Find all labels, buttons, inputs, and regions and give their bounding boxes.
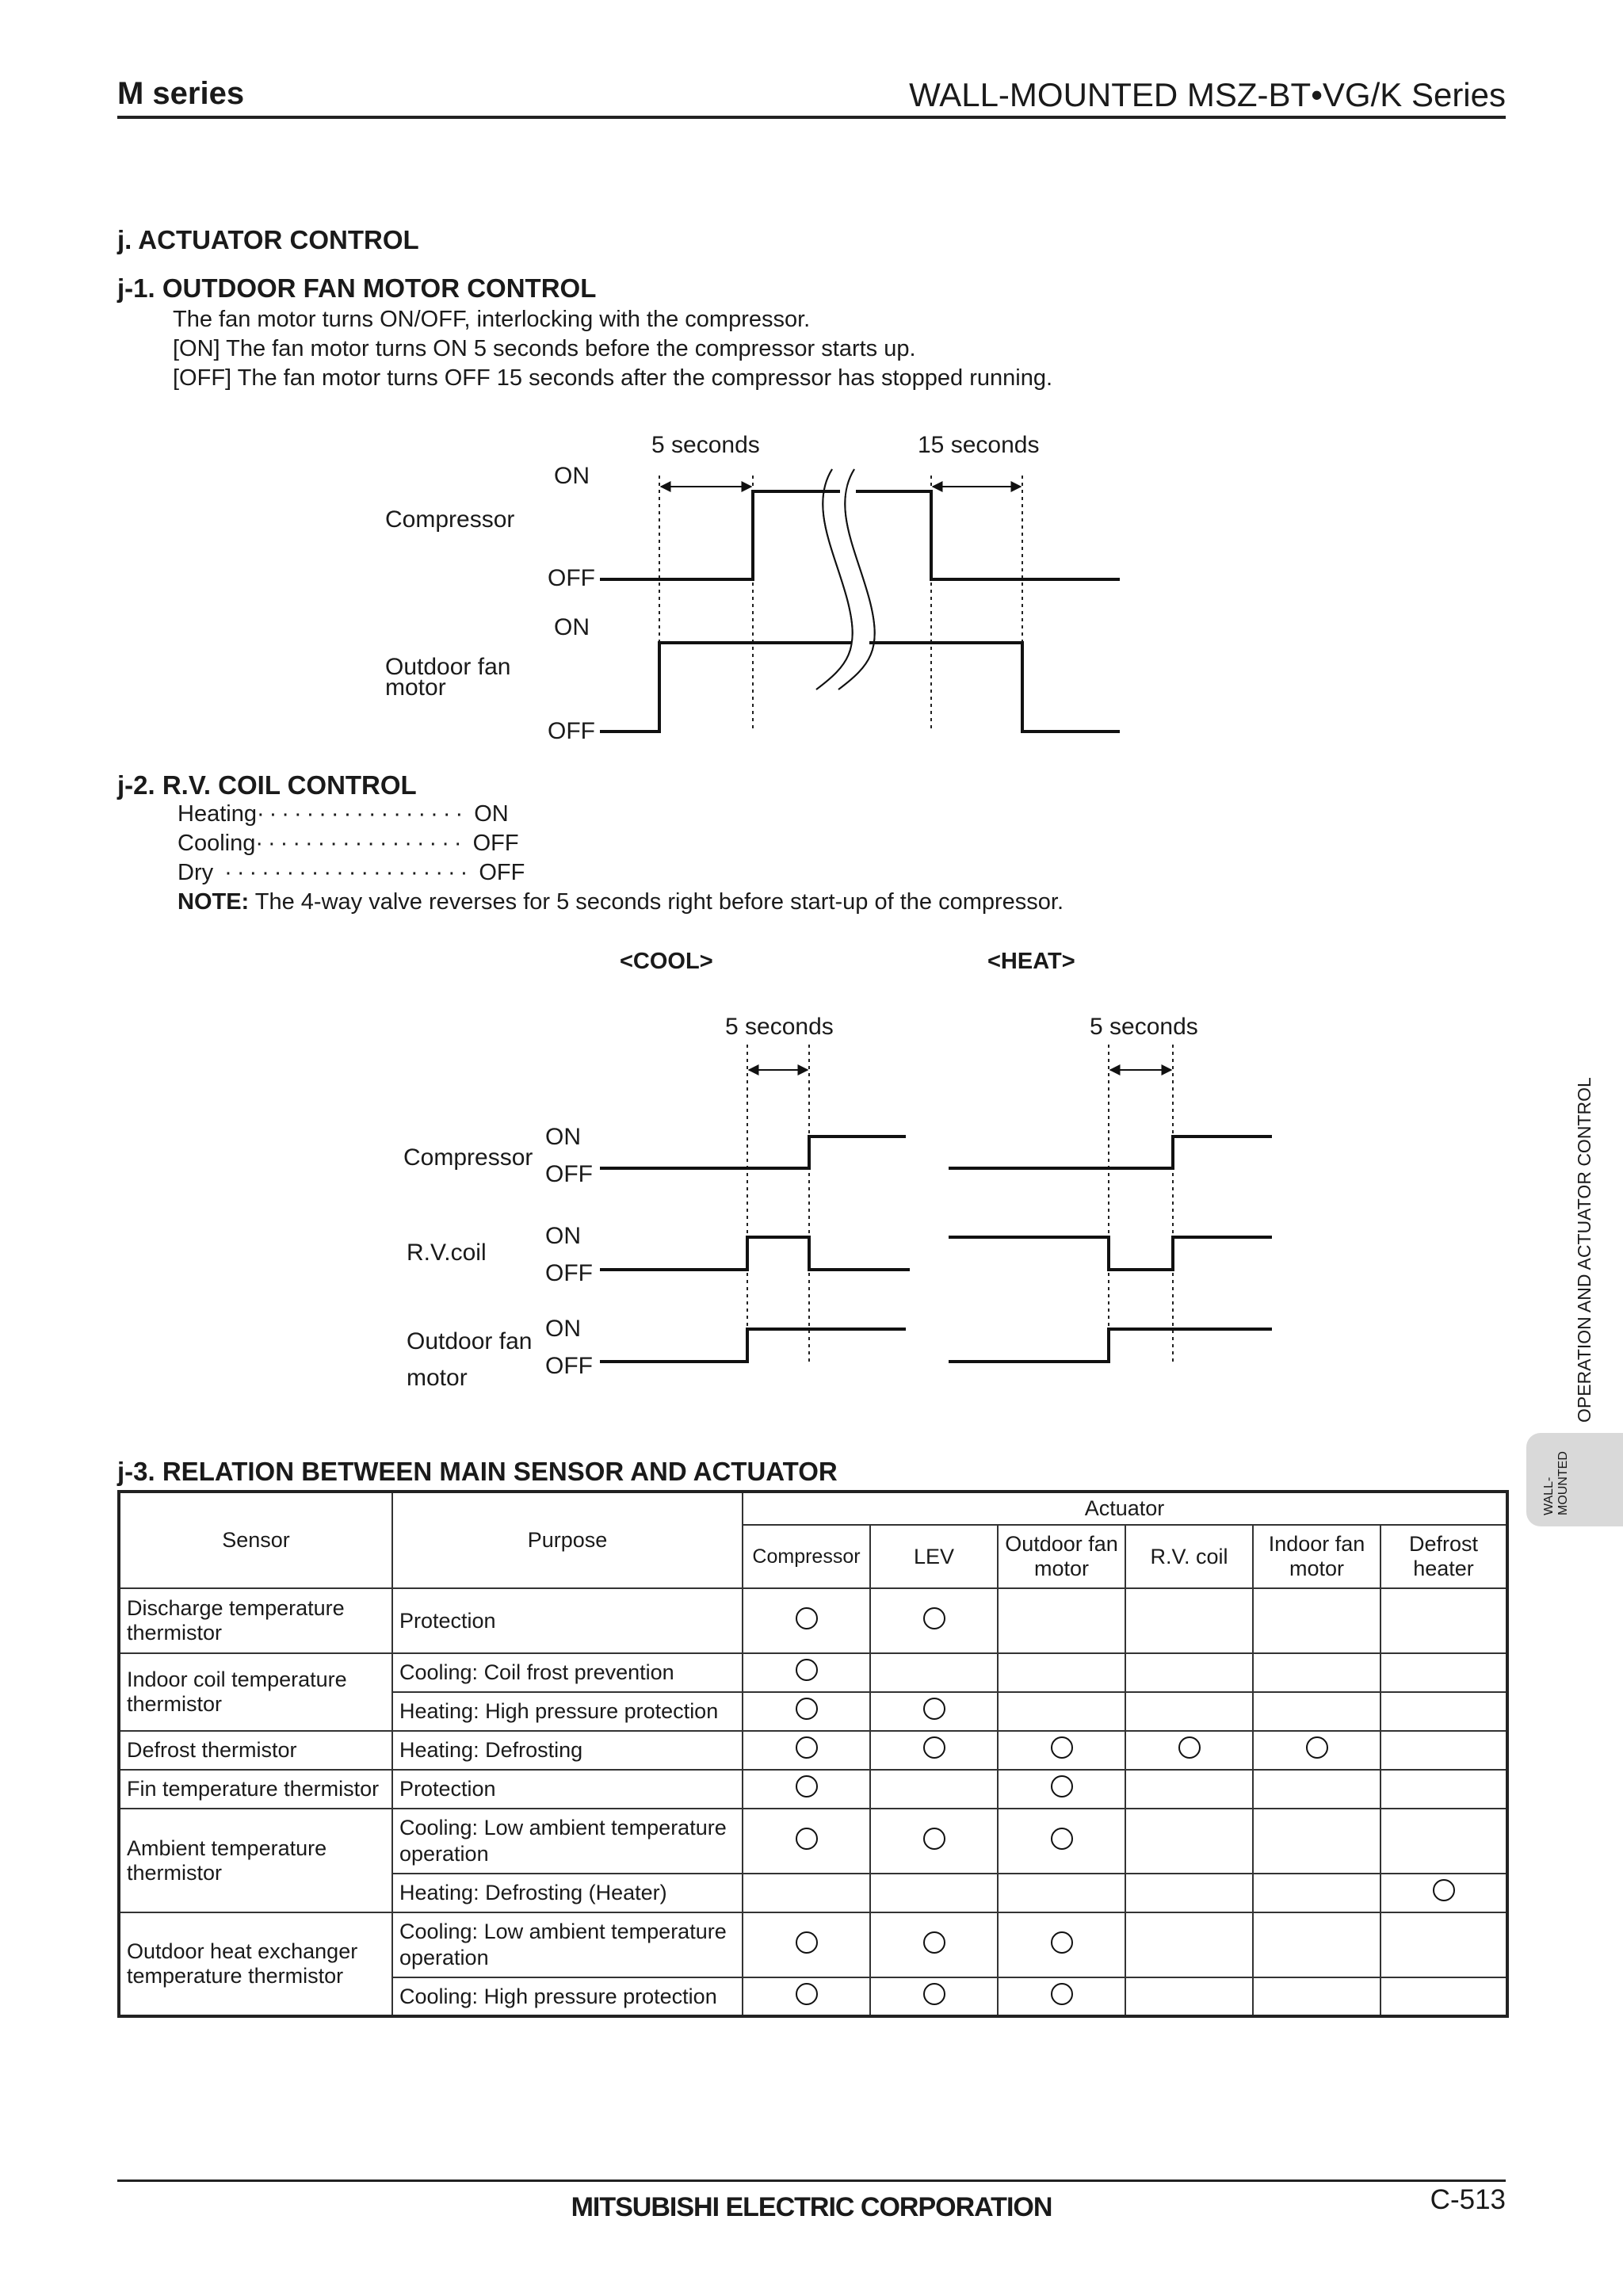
relation-cell [743,1731,870,1770]
circle-mark-icon [923,1698,945,1720]
actuator-col-header: Defrost heater [1381,1525,1507,1588]
actuator-col-header: LEV [870,1525,998,1588]
relation-cell [743,1588,870,1653]
relation-cell [1253,1653,1381,1692]
interval-label: 5 seconds [1090,1014,1198,1040]
circle-mark-icon [1051,1775,1073,1797]
rvcoil-label: R.V.coil [407,1240,487,1266]
relation-cell [998,1977,1125,2016]
relation-cell [998,1692,1125,1731]
circle-mark-icon [1178,1736,1201,1759]
purpose-cell: Cooling: Low ambient temperature operation [392,1912,743,1977]
relation-cell [743,1653,870,1692]
table-row [119,1770,1507,1809]
relation-cell [1125,1731,1253,1770]
relation-cell [870,1809,998,1874]
cool-compressor-waveform [600,1137,906,1168]
relation-cell [743,1977,870,2016]
relation-cell [1253,1874,1381,1912]
on-label: ON [545,1316,581,1342]
relation-cell [1253,1977,1381,2016]
relation-cell [870,1653,998,1692]
corporation-name: MITSUBISHI ELECTRIC CORPORATION [571,2192,1052,2222]
relation-cell [1253,1770,1381,1809]
purpose-cell: Cooling: Coil frost prevention [392,1653,743,1692]
heat-compressor-waveform [949,1137,1272,1168]
heat-fan-waveform [949,1329,1272,1362]
circle-mark-icon [1051,1828,1073,1850]
off-label: OFF [545,1353,593,1379]
relation-cell [743,1809,870,1874]
circle-mark-icon [923,1607,945,1629]
table-row [119,1809,1507,1874]
relation-cell [870,1588,998,1653]
mode-cooling: Cooling················· OFF [178,831,519,856]
off-label: OFF [548,718,595,744]
heat-rvcoil-waveform [949,1237,1272,1270]
compressor-label: Compressor [385,506,515,533]
interval-label: 5 seconds [725,1014,834,1040]
relation-cell [870,1692,998,1731]
relation-cell [998,1874,1125,1912]
sensor-header: Sensor [119,1492,392,1588]
j1-title: j-1. OUTDOOR FAN MOTOR CONTROL [117,273,597,303]
relation-cell [998,1912,1125,1977]
section-tab[interactable] [1526,1433,1623,1526]
actuator-header: Actuator [743,1492,1507,1525]
circle-mark-icon [1306,1736,1328,1759]
circle-mark-icon [923,1828,945,1850]
sensor-actuator-table [117,1490,1509,2018]
relation-cell [1125,1977,1253,2016]
relation-cell [1125,1653,1253,1692]
page-number: C-513 [1430,2184,1506,2215]
sensor-cell: Outdoor heat exchanger temperature thermistor [119,1912,392,2016]
relation-cell [1381,1977,1507,2016]
document-title: WALL-MOUNTED MSZ-BT•VG/K Series [909,76,1506,113]
purpose-cell: Protection [392,1588,743,1653]
off-label: OFF [548,565,595,591]
relation-cell [1125,1912,1253,1977]
on-label: ON [554,463,590,489]
j3-title: j-3. RELATION BETWEEN MAIN SENSOR AND ACTUATOR [117,1457,838,1486]
fan-label: Outdoor fan motor [385,654,511,701]
relation-cell [1253,1588,1381,1653]
relation-cell [1253,1912,1381,1977]
relation-cell [743,1874,870,1912]
relation-cell [1125,1588,1253,1653]
relation-cell [870,1912,998,1977]
relation-cell [1381,1731,1507,1770]
cool-heading: <COOL> [620,949,713,974]
relation-cell [1125,1874,1253,1912]
relation-cell [743,1692,870,1731]
circle-mark-icon [796,1698,818,1720]
purpose-header: Purpose [392,1492,743,1588]
circle-mark-icon [1433,1879,1455,1901]
relation-cell [743,1770,870,1809]
j2-title: j-2. R.V. COIL CONTROL [117,770,417,800]
relation-cell [998,1653,1125,1692]
relation-cell [1381,1588,1507,1653]
table-row [119,1653,1507,1692]
table-row [119,1912,1507,1977]
circle-mark-icon [1051,1736,1073,1759]
relation-cell [870,1770,998,1809]
circle-mark-icon [796,1931,818,1954]
circle-mark-icon [1051,1983,1073,2005]
circle-mark-icon [923,1983,945,2005]
fan-label: Outdoor fan motor [407,1328,533,1391]
table-row [119,1588,1507,1653]
j2-note: NOTE: The 4-way valve reverses for 5 seconds right before start-up of the compressor. [178,889,1064,915]
on-label: ON [545,1223,581,1249]
relation-cell [1381,1770,1507,1809]
j1-line: [OFF] The fan motor turns OFF 15 seconds after the compressor has stopped running. [173,365,1053,391]
j1-line: The fan motor turns ON/OFF, interlocking with the compressor. [173,307,811,332]
relation-cell [1125,1770,1253,1809]
relation-cell [998,1770,1125,1809]
section-tab-label: WALL- MOUNTED [1542,1451,1570,1515]
cool-rvcoil-waveform [600,1237,910,1270]
relation-cell [1381,1874,1507,1912]
actuator-col-header: Outdoor fan motor [998,1525,1125,1588]
actuator-col-header: Compressor [743,1525,870,1588]
circle-mark-icon [796,1775,818,1797]
relation-cell [1381,1912,1507,1977]
circle-mark-icon [1051,1931,1073,1954]
off-label: OFF [545,1260,593,1286]
mode-heating: Heating················· ON [178,801,509,827]
relation-cell [998,1588,1125,1653]
sensor-cell: Discharge temperature thermistor [119,1588,392,1653]
purpose-cell: Protection [392,1770,743,1809]
table-row [119,1731,1507,1770]
on-label: ON [554,614,590,640]
j1-line: [ON] The fan motor turns ON 5 seconds before the compressor starts up. [173,336,916,361]
relation-cell [870,1731,998,1770]
relation-cell [998,1731,1125,1770]
compressor-label: Compressor [403,1144,533,1171]
relation-cell [1125,1692,1253,1731]
relation-cell [870,1977,998,2016]
relation-cell [998,1809,1125,1874]
circle-mark-icon [796,1983,818,2005]
sensor-cell: Defrost thermistor [119,1731,392,1770]
relation-cell [1253,1809,1381,1874]
actuator-col-header: Indoor fan motor [1253,1525,1381,1588]
section-side-label: OPERATION AND ACTUATOR CONTROL [1574,1077,1594,1423]
relation-cell [743,1912,870,1977]
relation-cell [870,1874,998,1912]
interval-label: 15 seconds [918,432,1040,458]
interval-label: 5 seconds [651,432,760,458]
section-title: j. ACTUATOR CONTROL [117,225,419,254]
purpose-cell: Cooling: High pressure protection [392,1977,743,2016]
relation-cell [1381,1653,1507,1692]
sensor-cell: Fin temperature thermistor [119,1770,392,1809]
purpose-cell: Heating: High pressure protection [392,1692,743,1731]
cool-fan-waveform [600,1329,906,1362]
purpose-cell: Heating: Defrosting (Heater) [392,1874,743,1912]
relation-cell [1381,1692,1507,1731]
series-label: M series [117,76,245,111]
off-label: OFF [545,1161,593,1187]
circle-mark-icon [923,1931,945,1954]
relation-cell [1253,1692,1381,1731]
actuator-col-header: R.V. coil [1125,1525,1253,1588]
circle-mark-icon [796,1736,818,1759]
circle-mark-icon [796,1659,818,1681]
circle-mark-icon [923,1736,945,1759]
footer-rule [117,2179,1506,2182]
relation-cell [1381,1809,1507,1874]
mode-dry: Dry ···················· OFF [178,860,525,885]
purpose-cell: Heating: Defrosting [392,1731,743,1770]
circle-mark-icon [796,1607,818,1629]
relation-cell [1125,1809,1253,1874]
purpose-cell: Cooling: Low ambient temperature operation [392,1809,743,1874]
circle-mark-icon [796,1828,818,1850]
relation-cell [1253,1731,1381,1770]
on-label: ON [545,1124,581,1150]
sensor-cell: Indoor coil temperature thermistor [119,1653,392,1731]
heat-heading: <HEAT> [987,949,1075,974]
sensor-cell: Ambient temperature thermistor [119,1809,392,1912]
